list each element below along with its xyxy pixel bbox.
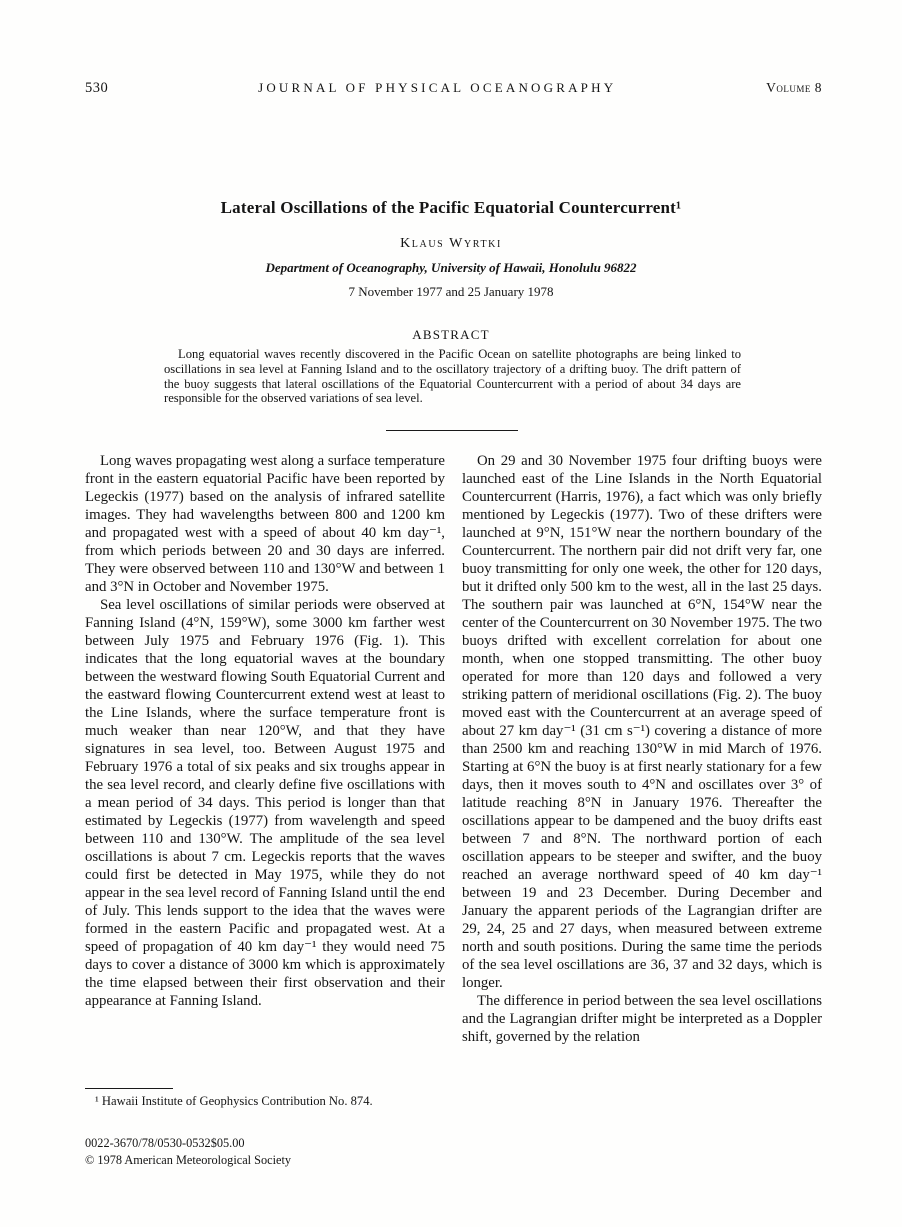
abstract-heading: ABSTRACT [412,327,490,342]
bottom-imprint [85,1135,291,1168]
journal-name: JOURNAL OF PHYSICAL OCEANOGRAPHY [258,80,617,95]
abstract [164,347,741,406]
paragraph: The difference in period between the sea level oscillations and the Lagrangian drifter might be interpreted as a Doppler shift, governed by the relation [462,993,822,1045]
copyright-line: © 1978 American Meteorological Society [85,1152,292,1167]
footnote-rule [85,1088,173,1089]
paragraph: On 29 and 30 November 1975 four drifting buoys were launched east of the Line Islands in the North Equatorial Countercurrent (Harris, 1976), a fact which was only briefly mentioned by Legeckis (1977). Two of these drifters were launched at 9°N, 151°W near the northern boundary of the Countercurrent. The northern pair did not drift very far, one buoy transmitting for only one week, the other for 120 days, but it drifted only 500 km to the west, all in the last 25 days. The southern pair was launched at 6°N, 154°W near the center of the Countercurrent on 30 November 1975. The two buoys drifted with excellent correlation for about one month, when one stopped transmitting. The other buoy operated for more than 120 days and followed a very striking pattern of meridional oscillations (Fig. 2). The buoy moved east with the Countercurrent at an average speed of about 27 km day⁻¹ (31 cm s⁻¹) covering a distance of more than 2500 km and reaching 130°W in mid March of 1976. Starting at 6°N the buoy is at first nearly stationary for a few days, then it moves south to 4°N and oscillates over 3° of latitude reaching 8°N in January 1976. Thereafter the oscillations appear to be dampened and the buoy drifts east between 7 and 8°N. The northward portion of each oscillation appears to be steeper and swifter, and the buoy reached an average northward speed of 40 km day⁻¹ between 19 and 23 December. During December and January the apparent periods of the Lagrangian drifter are 29, 24, 25 and 27 days, when measured between extreme north and south positions. During the same time the periods of the sea level oscillations are 36, 37 and 32 days, which is longer. [462,453,822,991]
author-affiliation: Department of Oceanography, University of Hawaii, Honolulu 96822 [265,260,637,275]
separator-rule [386,430,518,431]
running-header [85,80,822,97]
article-title: Lateral Oscillations of the Pacific Equatorial Countercurrent¹ [220,198,682,217]
body-columns [85,452,822,1046]
paragraph: Sea level oscillations of similar periods were observed at Fanning Island (4°N, 159°W), some 3000 km farther west between July 1975 and February 1976 (Fig. 1). This indicates that the long equatorial waves at the boundary between the westward flowing South Equatorial Current and the eastward flowing Countercurrent extend west at least to the Line Islands, where the surface temperature front is much weaker than near 120°W, and that they have signatures in sea level, too. Between August 1975 and February 1976 a total of six peaks and six troughs appear in the sea level record, and clearly define five oscillations with a mean period of 34 days. This period is longer than that estimated by Legeckis (1977) from wavelength and speed between 110 and 130°W. The amplitude of the sea level oscillations is about 7 cm. Legeckis reports that the waves could first be detected in May 1975, while they do not appear in the sea level record of Fanning Island until the end of July. This lends support to the idea that the waves were formed in the eastern Pacific and propagated west. At a speed of propagation of 40 km day⁻¹ they would need 75 days to cover a distance of 3000 km which is approximately the time elapsed between their first observation and their appearance at Fanning Island. [85,597,445,1009]
right-column [462,452,822,1046]
issn-line: 0022-3670/78/0530-0532$05.00 [85,1136,245,1150]
footnote-block [85,1088,445,1109]
received-dates: 7 November 1977 and 25 January 1978 [348,284,554,299]
abstract-text: Long equatorial waves recently discovered in the Pacific Ocean on satellite photographs are being linked to oscillations in sea level at Fanning Island and to the oscillatory trajectory of a drifting buoy. The drift pattern of the buoy suggests that lateral oscillations of the Equatorial Countercurrent with a period of about 34 days are responsible for the observed variations of sea level. [164,347,741,406]
volume-label: Volume 8 [766,80,822,95]
paragraph: Long waves propagating west along a surface temperature front in the eastern equatorial Pacific have been reported by Legeckis (1977) based on the analysis of infrared satellite images. They had wavelengths between 800 and 1200 km and propagated west with a speed of about 40 km day⁻¹, from which periods between 20 and 30 days are inferred. They were observed between 110 and 130°W and between 1 and 3°N in October and November 1975. [85,453,445,595]
left-column [85,452,445,1046]
author-name: Klaus Wyrtki [400,236,502,251]
page-number: 530 [85,80,109,96]
footnote-text: ¹ Hawaii Institute of Geophysics Contribution No. 874. [95,1094,373,1108]
